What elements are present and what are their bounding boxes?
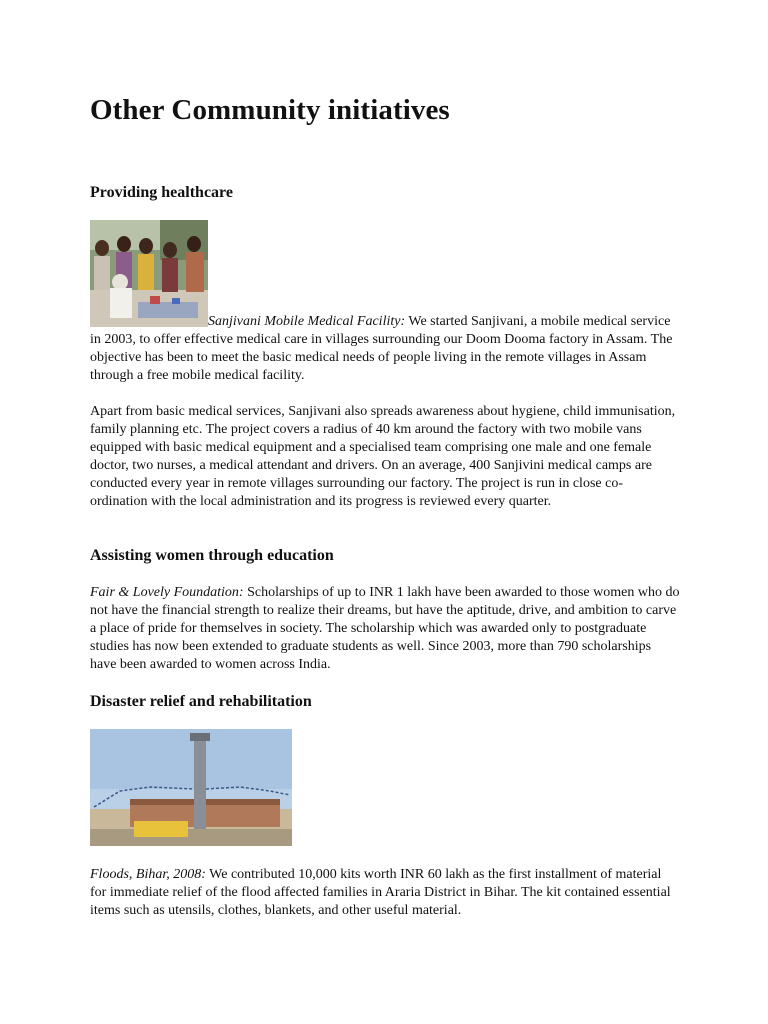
section-heading-healthcare: Providing healthcare xyxy=(90,184,233,201)
section-heading-disaster: Disaster relief and rehabilitation xyxy=(90,693,312,710)
disaster-relief-image xyxy=(90,729,292,846)
disaster-relief-photo xyxy=(90,729,292,846)
section-heading-education: Assisting women through education xyxy=(90,547,334,564)
disaster-paragraph xyxy=(90,866,680,920)
medical-camp-photo xyxy=(90,220,208,327)
healthcare-paragraph-2: Apart from basic medical services, Sanjivani also spreads awareness about hygiene, child immunisation, family planning etc. The project covers a radius of 40 km around the factory with two mobile vans equipped with basic medical equipment and a specialised team comprising one male and one female doctor, two nurses, a medical attendant and drivers. On an average, 400 Sanjivini medical camps are conducted every year in remote villages surrounding our factory. The project is run in close co-ordination with the local administration and its progress is reviewed every quarter. xyxy=(90,404,676,509)
floods-text: We contributed 10,000 kits worth INR 60 lakh as the first installment of material for immediate relief of the flood affected families in Araria District in Bihar. The kit contained essential items such as utensils, clothes, blankets, and other useful material. xyxy=(90,867,671,918)
medical-camp-image xyxy=(90,220,208,327)
education-paragraph xyxy=(90,584,680,674)
foundation-text: Scholarships of up to INR 1 lakh have been awarded to those women who do not have the financial strength to realize their dreams, but have the aptitude, drive, and ambition to carve a place of pride for themselves in society. The scholarship which was awarded only to postgraduate studies has now been extended to graduate students as well. Since 2003, more than 790 scholarships have been awarded to women across India. xyxy=(90,585,680,672)
floods-label: Floods, Bihar, 2008: xyxy=(90,867,206,882)
foundation-label: Fair & Lovely Foundation: xyxy=(90,585,244,600)
sanjivani-label: Sanjivani Mobile Medical Facility: xyxy=(208,314,406,329)
sanjivani-text: We started Sanjivani, a mobile medical service in 2003, to offer effective medical care in villages surrounding our Doom Dooma factory in Assam. The objective has been to meet the basic medical needs of people living in the remote villages in Assam through a free mobile medical facility. xyxy=(90,314,673,383)
page-title: Other Community initiatives xyxy=(90,94,450,126)
healthcare-paragraph-1 xyxy=(90,313,680,385)
